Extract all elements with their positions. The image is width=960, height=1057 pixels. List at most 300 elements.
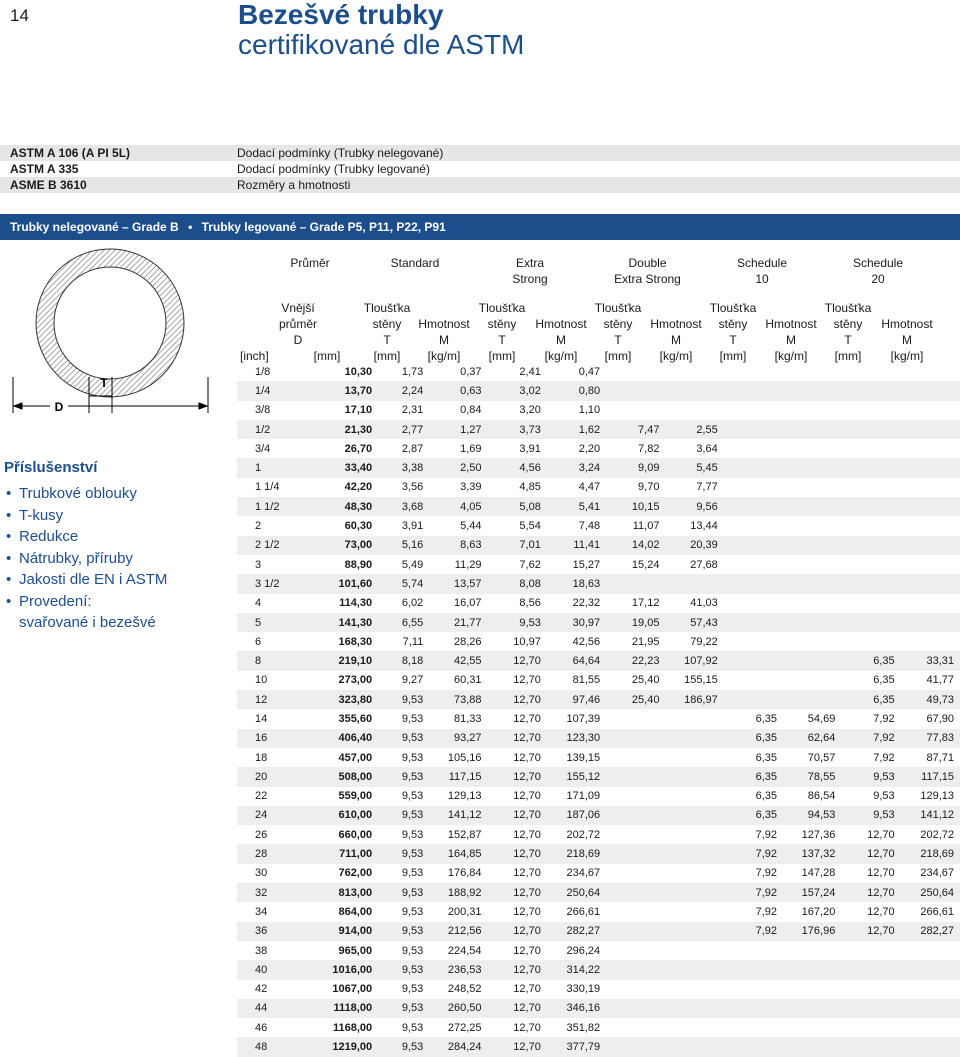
sch10-mass-cell xyxy=(783,555,841,574)
sch20-thickness-cell xyxy=(841,594,900,613)
sch20-mass-cell: 117,15 xyxy=(901,767,960,786)
sch10-mass-cell xyxy=(783,999,841,1018)
xxs-mass-cell: 2,55 xyxy=(665,420,723,439)
xxs-thickness-cell xyxy=(606,748,665,767)
mass-line1: Hmotnost xyxy=(765,317,817,331)
xs-thickness-cell: 12,70 xyxy=(488,690,547,709)
size-inch-cell: 5 xyxy=(237,613,307,632)
xs-mass-cell: 187,06 xyxy=(547,806,606,825)
std-mass-cell: 212,56 xyxy=(429,922,487,941)
header-prumer: Průměr xyxy=(290,256,330,270)
xs-thickness-cell: 12,70 xyxy=(488,844,547,863)
accessory-item: • Jakosti dle EN i ASTM xyxy=(4,569,167,591)
std-thickness-cell: 2,31 xyxy=(401,404,424,417)
standard-desc: Rozměry a hmotnosti xyxy=(237,178,351,192)
accessory-item: • T-kusy xyxy=(4,505,167,527)
xxs-mass-cell xyxy=(665,883,723,902)
table-row xyxy=(237,690,960,709)
standard-row xyxy=(0,145,960,161)
table-row xyxy=(237,767,960,786)
thick-line1: Tloušťka xyxy=(478,301,526,315)
sch20-mass-cell: 77,83 xyxy=(901,729,960,748)
sch20-thickness-cell xyxy=(841,574,900,593)
xxs-thickness-cell: 9,70 xyxy=(638,481,660,494)
xs-thickness-cell: 12,70 xyxy=(513,905,541,918)
sch20-mass-cell xyxy=(901,420,960,439)
sch10-thickness-cell xyxy=(724,536,783,555)
sch10-thickness-cell xyxy=(724,516,783,535)
thick-line2: stěny xyxy=(603,317,633,331)
thick-line1: Tloušťka xyxy=(363,301,411,315)
xxs-mass-cell xyxy=(665,362,723,381)
sch20-thickness-cell: 7,92 xyxy=(841,729,900,748)
sch10-mass-cell xyxy=(783,671,841,690)
xxs-mass-cell: 3,64 xyxy=(696,442,718,455)
sch10-mass-cell: 62,64 xyxy=(783,729,841,748)
thick-unit: [mm] xyxy=(834,349,862,363)
sch20-mass-cell xyxy=(901,536,960,555)
xxs-mass-cell xyxy=(665,787,723,806)
accessory-item: • Redukce xyxy=(4,526,167,548)
outer-diameter-mm-cell: 864,00 xyxy=(338,905,373,918)
sch10-mass-cell xyxy=(783,690,841,709)
accessories-title: Příslušenství xyxy=(4,459,98,476)
sch20-thickness-cell xyxy=(841,613,900,632)
size-inch-cell: 42 xyxy=(255,983,268,996)
sch20-thickness-cell xyxy=(841,497,900,516)
header-double-line2: Extra Strong xyxy=(614,272,681,286)
sch20-mass-cell: 266,61 xyxy=(920,905,954,918)
sch20-mass-cell xyxy=(901,613,960,632)
std-thickness-cell: 9,53 xyxy=(401,1021,424,1034)
sch20-mass-cell xyxy=(901,980,960,999)
sch10-thickness-cell xyxy=(724,671,783,690)
sch20-mass-cell xyxy=(901,516,960,535)
sch20-thickness-cell xyxy=(841,458,900,477)
xs-mass-cell: 155,12 xyxy=(547,767,606,786)
sch20-mass-cell xyxy=(901,594,960,613)
xs-mass-cell: 18,63 xyxy=(547,574,606,593)
xxs-mass-cell xyxy=(665,941,723,960)
label-d: D xyxy=(54,400,64,414)
xxs-thickness-cell xyxy=(606,922,665,941)
std-thickness-cell: 7,11 xyxy=(402,635,424,648)
sch10-mass-cell xyxy=(783,439,841,458)
sch10-mass-cell: 176,96 xyxy=(783,922,841,941)
sch20-mass-cell: 234,67 xyxy=(920,867,954,880)
std-mass-cell: 272,25 xyxy=(447,1021,482,1034)
header-sch20-line1: Schedule xyxy=(852,256,904,270)
xxs-thickness-cell xyxy=(606,864,665,883)
sch20-thickness-cell: 9,53 xyxy=(841,806,900,825)
sch20-thickness-cell: 9,53 xyxy=(873,790,895,803)
std-thickness-cell: 9,53 xyxy=(378,844,429,863)
table-row xyxy=(237,787,960,806)
xxs-mass-cell xyxy=(665,960,723,979)
std-mass-cell: 1,69 xyxy=(460,442,482,455)
grade-nonalloy: Trubky nelegované – Grade B xyxy=(10,220,179,234)
sch10-thickness-cell: 7,92 xyxy=(755,828,778,841)
xs-mass-cell: 64,64 xyxy=(547,651,606,670)
xxs-thickness-cell xyxy=(606,767,665,786)
std-mass-cell: 60,31 xyxy=(453,674,482,687)
std-thickness-cell: 9,53 xyxy=(378,767,429,786)
xs-thickness-cell: 12,70 xyxy=(513,983,541,996)
xxs-thickness-cell: 7,82 xyxy=(638,442,660,455)
xs-thickness-cell: 12,70 xyxy=(488,767,547,786)
std-mass-cell: 2,50 xyxy=(429,458,487,477)
outer-diameter-mm-cell: 1168,00 xyxy=(332,1021,373,1034)
xxs-thickness-cell xyxy=(606,709,665,728)
outer-diameter-mm-cell: 1016,00 xyxy=(307,960,379,979)
xxs-mass-cell: 5,45 xyxy=(665,458,723,477)
sch10-mass-cell xyxy=(783,401,841,420)
outer-diameter-mm-cell: 101,60 xyxy=(307,574,379,593)
xs-thickness-cell: 5,08 xyxy=(488,497,547,516)
table-row xyxy=(237,671,960,690)
sch10-mass-cell xyxy=(783,574,841,593)
sch10-thickness-cell xyxy=(724,651,783,670)
xxs-thickness-cell xyxy=(606,883,665,902)
sch10-mass-cell xyxy=(783,980,841,999)
std-thickness-cell: 1,73 xyxy=(401,365,424,378)
std-mass-cell: 3,39 xyxy=(460,481,482,494)
xxs-thickness-cell: 11,07 xyxy=(632,520,660,533)
outer-diameter-mm-cell: 219,10 xyxy=(307,651,379,670)
sch10-thickness-cell xyxy=(724,690,783,709)
xxs-mass-cell: 13,44 xyxy=(690,520,718,533)
mass-line1: Hmotnost xyxy=(881,317,933,331)
std-mass-cell: 0,84 xyxy=(460,404,482,417)
xs-thickness-cell: 12,70 xyxy=(488,883,547,902)
header-sch10-thickness xyxy=(704,300,762,364)
sch10-mass-cell xyxy=(783,960,841,979)
xs-thickness-cell: 12,70 xyxy=(513,674,541,687)
xxs-mass-cell xyxy=(665,864,723,883)
xxs-mass-cell xyxy=(665,1018,723,1037)
sch20-mass-cell xyxy=(901,478,960,497)
mass-line1: Hmotnost xyxy=(535,317,587,331)
xxs-mass-cell xyxy=(665,767,723,786)
header-sch10-line2: 10 xyxy=(755,272,769,286)
header-sch20-line2: 20 xyxy=(871,272,885,286)
xxs-thickness-cell xyxy=(606,574,665,593)
sch20-mass-cell: 49,73 xyxy=(901,690,960,709)
sch10-thickness-cell xyxy=(724,439,783,458)
xs-mass-cell: 1,62 xyxy=(547,420,606,439)
header-inch: [inch] xyxy=(240,349,269,363)
outer-diameter-mm-cell: 273,00 xyxy=(338,674,373,687)
sch20-mass-cell: 218,69 xyxy=(901,844,960,863)
outer-diameter-mm-cell: 33,40 xyxy=(307,458,379,477)
table-row xyxy=(237,497,960,516)
sch10-mass-cell xyxy=(783,362,841,381)
xs-mass-cell: 202,72 xyxy=(566,828,601,841)
size-inch-cell: 1/8 xyxy=(255,365,271,378)
xxs-mass-cell xyxy=(665,748,723,767)
size-inch-cell: 6 xyxy=(255,635,262,648)
table-row xyxy=(237,555,960,574)
outer-diameter-mm-cell: 610,00 xyxy=(307,806,379,825)
xxs-thickness-cell: 17,12 xyxy=(631,597,660,610)
std-mass-cell: 73,88 xyxy=(429,690,487,709)
standard-row xyxy=(0,177,960,193)
std-mass-cell: 11,29 xyxy=(454,558,482,571)
size-inch-cell: 1 1/2 xyxy=(237,497,307,516)
xs-mass-cell: 218,69 xyxy=(547,844,606,863)
xs-thickness-cell: 12,70 xyxy=(513,712,541,725)
xxs-mass-cell: 57,43 xyxy=(665,613,723,632)
standard-row xyxy=(0,161,960,177)
xs-mass-cell: 107,39 xyxy=(566,712,601,725)
sch20-mass-cell xyxy=(901,439,960,458)
std-thickness-cell: 9,53 xyxy=(401,790,424,803)
size-inch-cell: 36 xyxy=(237,922,307,941)
table-row xyxy=(237,980,960,999)
sch10-mass-cell: 86,54 xyxy=(807,790,836,803)
xs-mass-cell: 0,80 xyxy=(547,381,606,400)
sch20-mass-cell xyxy=(901,941,960,960)
size-inch-cell: 1/2 xyxy=(237,420,307,439)
table-row xyxy=(237,420,960,439)
sch10-mass-cell: 70,57 xyxy=(807,751,836,764)
sch20-thickness-cell xyxy=(841,536,900,555)
std-mass-cell: 0,63 xyxy=(429,381,487,400)
xxs-mass-cell xyxy=(665,729,723,748)
header-sch20-mass xyxy=(875,316,939,364)
size-inch-cell: 22 xyxy=(255,790,268,803)
size-inch-cell: 24 xyxy=(237,806,307,825)
sch20-mass-cell xyxy=(901,574,960,593)
sch10-mass-cell xyxy=(783,651,841,670)
std-thickness-cell: 9,53 xyxy=(401,983,424,996)
sch20-thickness-cell xyxy=(841,362,900,381)
sch10-thickness-cell: 6,35 xyxy=(724,729,783,748)
size-inch-cell: 10 xyxy=(255,674,268,687)
size-inch-cell: 3 xyxy=(255,558,262,571)
std-mass-cell: 16,07 xyxy=(453,597,482,610)
xs-mass-cell: 4,47 xyxy=(578,481,601,494)
xs-thickness-cell: 3,73 xyxy=(488,420,547,439)
xxs-mass-cell: 9,56 xyxy=(665,497,723,516)
xs-mass-cell: 296,24 xyxy=(566,944,601,957)
xs-thickness-cell: 4,56 xyxy=(488,458,547,477)
grade-bullet: • xyxy=(188,220,193,234)
sch10-mass-cell xyxy=(783,497,841,516)
page-subtitle: certifikované dle ASTM xyxy=(238,29,525,60)
sch20-mass-cell: 250,64 xyxy=(901,883,960,902)
xs-mass-cell: 314,22 xyxy=(547,960,606,979)
table-row xyxy=(237,458,960,477)
sch20-thickness-cell xyxy=(841,516,900,535)
grade-alloy: Trubky legované – Grade P5, P11, P22, P91 xyxy=(201,220,446,234)
xs-thickness-cell: 12,70 xyxy=(488,960,547,979)
std-thickness-cell: 9,53 xyxy=(378,1037,429,1056)
std-thickness-cell: 5,49 xyxy=(401,558,424,571)
sch20-mass-cell: 67,90 xyxy=(926,712,954,725)
std-thickness-cell: 9,53 xyxy=(378,999,429,1018)
table-row xyxy=(237,516,960,535)
xxs-thickness-cell: 15,24 xyxy=(631,558,660,571)
outer-diameter-mm-cell: 1219,00 xyxy=(307,1037,379,1056)
sch10-mass-cell: 167,20 xyxy=(801,905,836,918)
outer-diameter-mm-cell: 965,00 xyxy=(338,944,373,957)
std-thickness-cell: 3,68 xyxy=(378,497,429,516)
table-row xyxy=(237,960,960,979)
xs-thickness-cell: 8,08 xyxy=(488,574,547,593)
thick-line2: stěny xyxy=(718,317,748,331)
xxs-mass-cell xyxy=(665,709,723,728)
std-mass-cell: 248,52 xyxy=(447,983,482,996)
xxs-mass-cell xyxy=(665,902,723,921)
header-std-thickness xyxy=(358,300,416,364)
std-thickness-cell: 9,53 xyxy=(401,867,424,880)
sch20-mass-cell xyxy=(901,1018,960,1037)
size-inch-cell: 46 xyxy=(255,1021,268,1034)
xs-thickness-cell: 12,70 xyxy=(488,999,547,1018)
thick-line3: T xyxy=(383,333,391,347)
std-mass-cell: 21,77 xyxy=(429,613,487,632)
header-extra-strong xyxy=(490,255,570,287)
sch20-mass-cell xyxy=(901,381,960,400)
table-row xyxy=(237,1018,960,1037)
sch20-thickness-cell: 12,70 xyxy=(867,867,895,880)
std-thickness-cell: 6,55 xyxy=(378,613,429,632)
mass-line2: M xyxy=(902,333,912,347)
pipe-dimensions-table xyxy=(237,362,960,1057)
thick-line1: Tloušťka xyxy=(824,301,872,315)
xs-mass-cell: 0,47 xyxy=(578,365,601,378)
std-mass-cell: 224,54 xyxy=(447,944,482,957)
xs-thickness-cell: 12,70 xyxy=(488,922,547,941)
std-thickness-cell: 2,87 xyxy=(401,442,424,455)
sch10-thickness-cell xyxy=(724,613,783,632)
mass-line2: M xyxy=(556,333,566,347)
sch10-thickness-cell: 6,35 xyxy=(724,767,783,786)
table-row xyxy=(237,401,960,420)
table-row xyxy=(237,922,960,941)
xs-thickness-cell: 12,70 xyxy=(513,751,541,764)
outer-diameter-mm-cell: 323,80 xyxy=(307,690,379,709)
std-mass-cell: 117,15 xyxy=(429,767,487,786)
sch20-thickness-cell xyxy=(841,555,900,574)
outer-diameter-mm-cell: 508,00 xyxy=(307,767,379,786)
std-thickness-cell: 3,56 xyxy=(401,481,424,494)
xxs-thickness-cell: 10,15 xyxy=(606,497,665,516)
xs-mass-cell: 171,09 xyxy=(566,790,601,803)
size-inch-cell: 44 xyxy=(237,999,307,1018)
outer-diameter-mm-cell: 813,00 xyxy=(307,883,379,902)
xs-mass-cell: 3,24 xyxy=(547,458,606,477)
xxs-thickness-cell: 25,40 xyxy=(631,674,660,687)
xxs-mass-cell: 7,77 xyxy=(696,481,718,494)
xs-thickness-cell: 3,91 xyxy=(519,442,541,455)
outer-diameter-mm-cell: 711,00 xyxy=(307,844,379,863)
header-od-line2: průměr xyxy=(278,317,317,331)
sch20-mass-cell xyxy=(901,960,960,979)
xs-thickness-cell: 10,97 xyxy=(513,635,541,648)
std-thickness-cell: 3,38 xyxy=(378,458,429,477)
xxs-mass-cell xyxy=(665,999,723,1018)
xs-thickness-cell: 2,41 xyxy=(519,365,541,378)
xxs-thickness-cell: 21,95 xyxy=(631,635,660,648)
std-thickness-cell: 9,53 xyxy=(378,960,429,979)
table-row xyxy=(237,864,960,883)
sch10-mass-cell: 78,55 xyxy=(783,767,841,786)
thick-unit: [mm] xyxy=(488,349,516,363)
xs-thickness-cell: 8,56 xyxy=(519,597,541,610)
standard-code: ASTM A 106 (A PI 5L) xyxy=(10,146,131,160)
sch20-thickness-cell xyxy=(841,941,900,960)
thick-line3: T xyxy=(729,333,737,347)
sch10-thickness-cell xyxy=(724,420,783,439)
sch20-thickness-cell: 6,35 xyxy=(841,651,900,670)
xs-thickness-cell: 7,01 xyxy=(488,536,547,555)
sch10-thickness-cell xyxy=(724,497,783,516)
xxs-mass-cell: 79,22 xyxy=(690,635,718,648)
xxs-thickness-cell xyxy=(606,1018,665,1037)
outer-diameter-mm-cell: 406,40 xyxy=(307,729,379,748)
header-xxs-mass xyxy=(645,316,707,364)
header-extra-line1: Extra xyxy=(515,256,544,270)
xxs-mass-cell xyxy=(665,980,723,999)
outer-diameter-mm-cell: 762,00 xyxy=(338,867,373,880)
sch20-mass-cell: 282,27 xyxy=(901,922,960,941)
xs-mass-cell: 123,30 xyxy=(547,729,606,748)
xs-mass-cell: 97,46 xyxy=(547,690,606,709)
sch10-thickness-cell xyxy=(724,555,783,574)
sch10-mass-cell xyxy=(783,381,841,400)
std-mass-cell: 129,13 xyxy=(447,790,482,803)
thick-line3: T xyxy=(498,333,506,347)
table-row xyxy=(237,362,960,381)
xs-mass-cell: 81,55 xyxy=(572,674,601,687)
accessories-list xyxy=(4,483,167,634)
size-inch-cell: 30 xyxy=(255,867,268,880)
thick-line2: stěny xyxy=(833,317,863,331)
sch20-mass-cell xyxy=(901,458,960,477)
size-inch-cell: 1 1/4 xyxy=(255,481,280,494)
sch10-mass-cell xyxy=(783,632,841,651)
xs-mass-cell: 330,19 xyxy=(566,983,601,996)
xs-thickness-cell: 4,85 xyxy=(519,481,541,494)
sch10-mass-cell xyxy=(783,516,841,535)
std-mass-cell: 152,87 xyxy=(447,828,482,841)
table-row xyxy=(237,709,960,728)
xs-mass-cell: 282,27 xyxy=(547,922,606,941)
table-row xyxy=(237,536,960,555)
std-thickness-cell: 9,53 xyxy=(401,828,424,841)
sch20-mass-cell: 141,12 xyxy=(901,806,960,825)
xs-thickness-cell: 12,70 xyxy=(488,651,547,670)
sch10-thickness-cell: 7,92 xyxy=(724,883,783,902)
std-thickness-cell: 6,02 xyxy=(401,597,424,610)
thick-line1: Tloušťka xyxy=(709,301,757,315)
xs-mass-cell: 30,97 xyxy=(547,613,606,632)
table-row xyxy=(237,844,960,863)
sch20-thickness-cell xyxy=(841,1018,900,1037)
outer-diameter-mm-cell: 914,00 xyxy=(307,922,379,941)
header-standard: Standard xyxy=(390,256,440,270)
xxs-mass-cell: 27,68 xyxy=(690,558,718,571)
sch10-thickness-cell: 7,92 xyxy=(724,844,783,863)
xxs-thickness-cell xyxy=(606,825,665,844)
xxs-thickness-cell: 22,23 xyxy=(606,651,665,670)
size-inch-cell: 38 xyxy=(255,944,268,957)
sch10-mass-cell: 94,53 xyxy=(783,806,841,825)
xs-mass-cell: 42,56 xyxy=(572,635,601,648)
xxs-mass-cell: 41,03 xyxy=(690,597,718,610)
